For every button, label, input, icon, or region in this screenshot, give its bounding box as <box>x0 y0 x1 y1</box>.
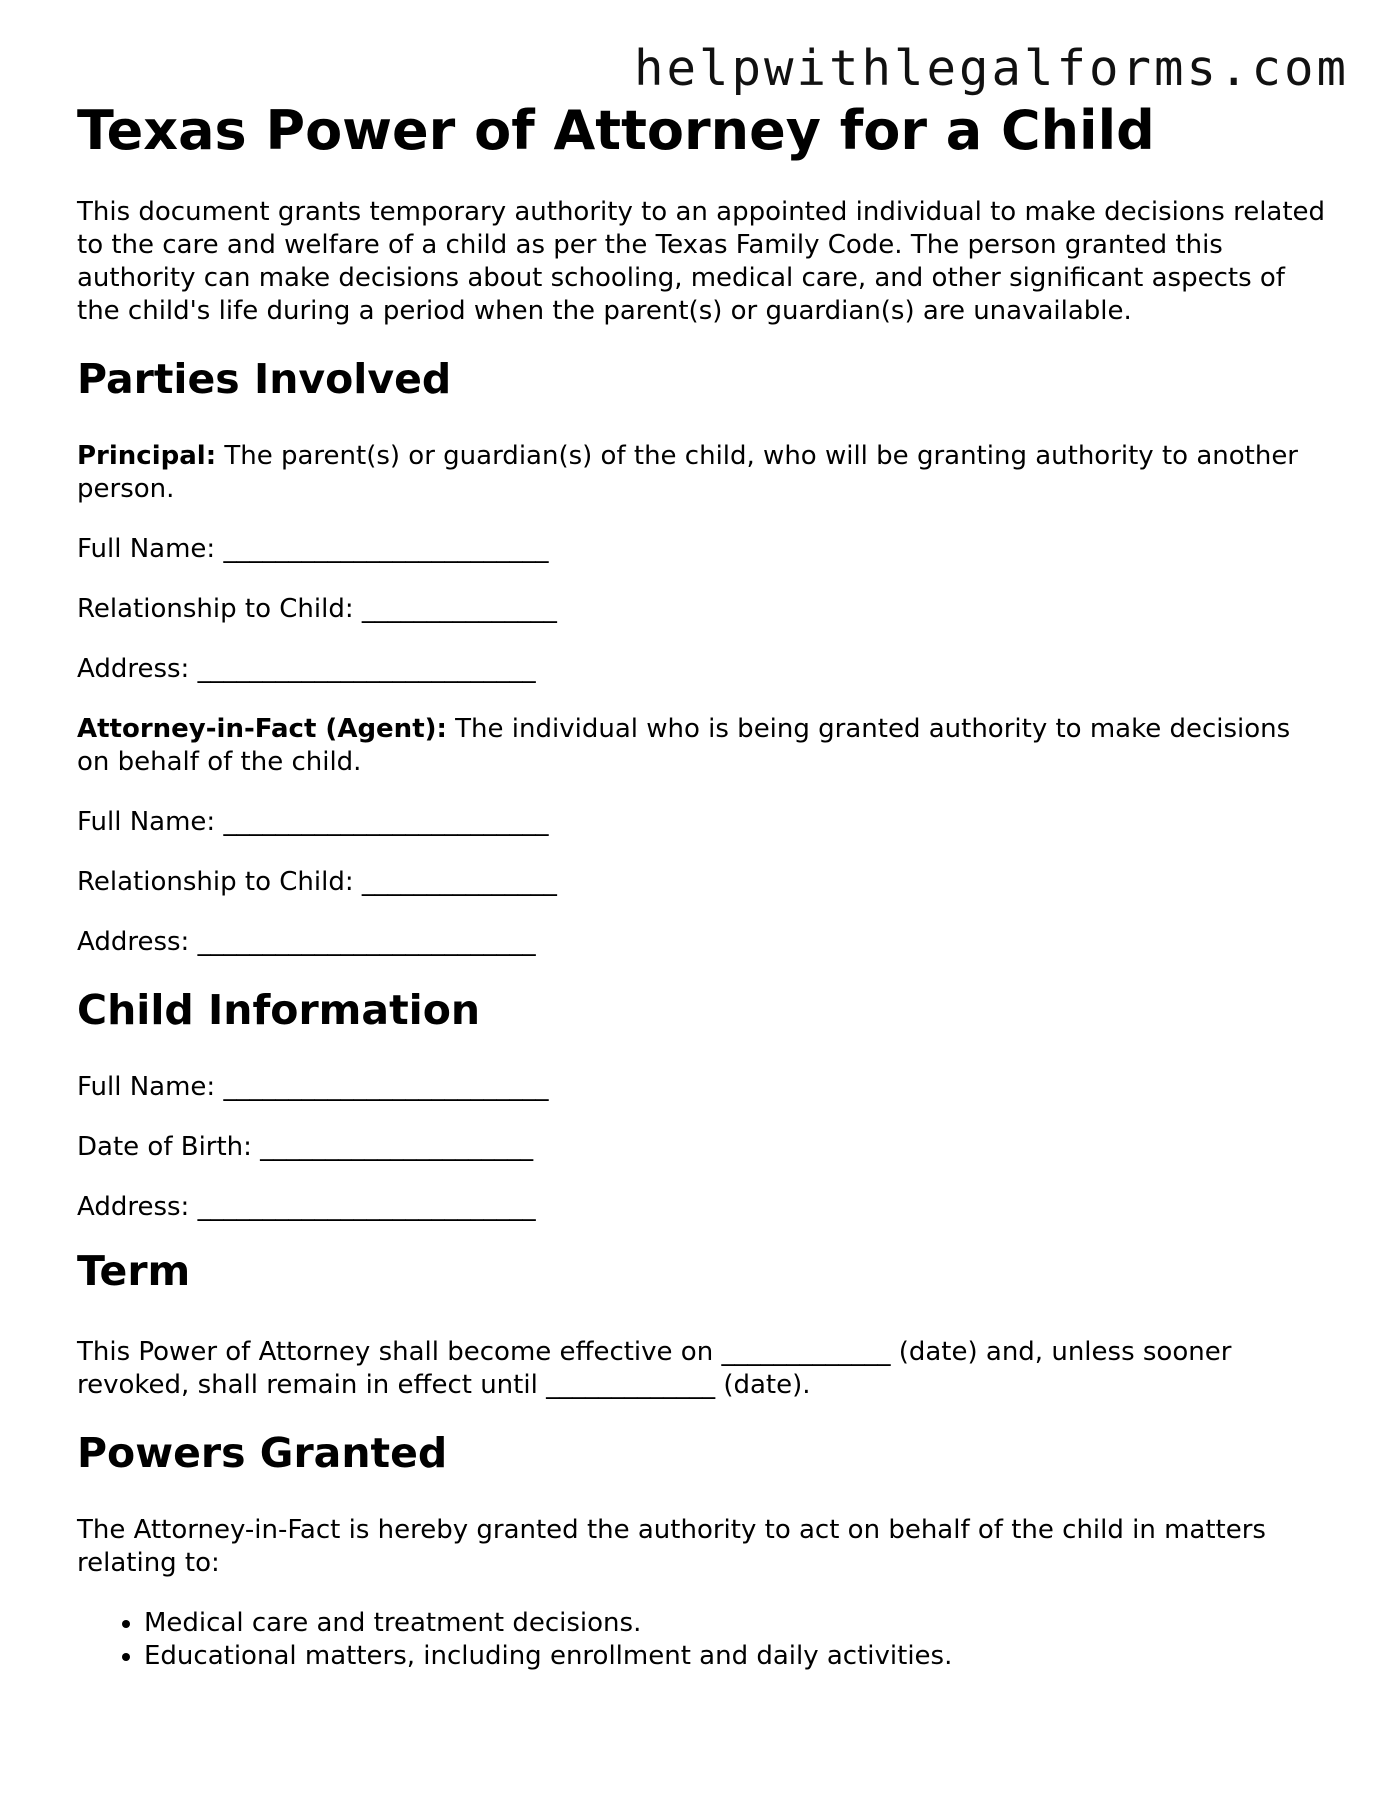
powers-intro: The Attorney-in-Fact is hereby granted the authority to act on behalf of the child in matters relating to: <box>77 1515 1266 1578</box>
child-heading: Child Information <box>77 986 481 1034</box>
agent-text: The individual who is being granted authority to make decisions on behalf of the child. <box>77 714 1291 777</box>
child-dob-field[interactable]: Date of Birth: _____________________ <box>77 1132 534 1162</box>
principal-label: Principal: <box>77 441 217 471</box>
principal-description <box>77 440 1327 506</box>
intro-paragraph: This document grants temporary authority to an appointed individual to make decisions related to the care and welfare of a child as per the Texas Family Code. The person granted this authority can make decisions about schooling, medical care, and other significant aspects of the child's life during a period when the parent(s) or guardian(s) are unavailable. <box>77 197 1326 326</box>
term-text[interactable]: This Power of Attorney shall become effective on _____________ (date) and, unless sooner revoked, shall remain in effect until _____________ (date). <box>77 1337 1232 1400</box>
list-item: • Medical care and treatment decisions. <box>144 1607 1327 1640</box>
powers-list <box>77 1607 1327 1673</box>
term-heading: Term <box>77 1247 191 1295</box>
child-full-name-field[interactable]: Full Name: _________________________ <box>77 1072 549 1102</box>
agent-address-field[interactable]: Address: __________________________ <box>77 927 536 957</box>
parties-heading: Parties Involved <box>77 355 452 403</box>
agent-full-name-field[interactable]: Full Name: _________________________ <box>77 807 549 837</box>
principal-address-field[interactable]: Address: __________________________ <box>77 654 536 684</box>
agent-label: Attorney-in-Fact (Agent): <box>77 714 447 744</box>
document-body <box>77 98 1327 1673</box>
page-title: Texas Power of Attorney for a Child <box>77 99 1155 162</box>
principal-full-name-field[interactable]: Full Name: _________________________ <box>77 534 549 564</box>
principal-text: The parent(s) or guardian(s) of the child, who will be granting authority to another person. <box>77 441 1299 504</box>
agent-description <box>77 713 1327 779</box>
powers-heading: Powers Granted <box>77 1429 448 1477</box>
principal-relationship-field[interactable]: Relationship to Child: _______________ <box>77 594 557 624</box>
agent-relationship-field[interactable]: Relationship to Child: _______________ <box>77 867 557 897</box>
child-address-field[interactable]: Address: __________________________ <box>77 1192 536 1222</box>
site-watermark: helpwithlegalforms.com <box>633 40 1349 97</box>
list-item: • Educational matters, including enrollment and daily activities. <box>144 1640 1327 1673</box>
